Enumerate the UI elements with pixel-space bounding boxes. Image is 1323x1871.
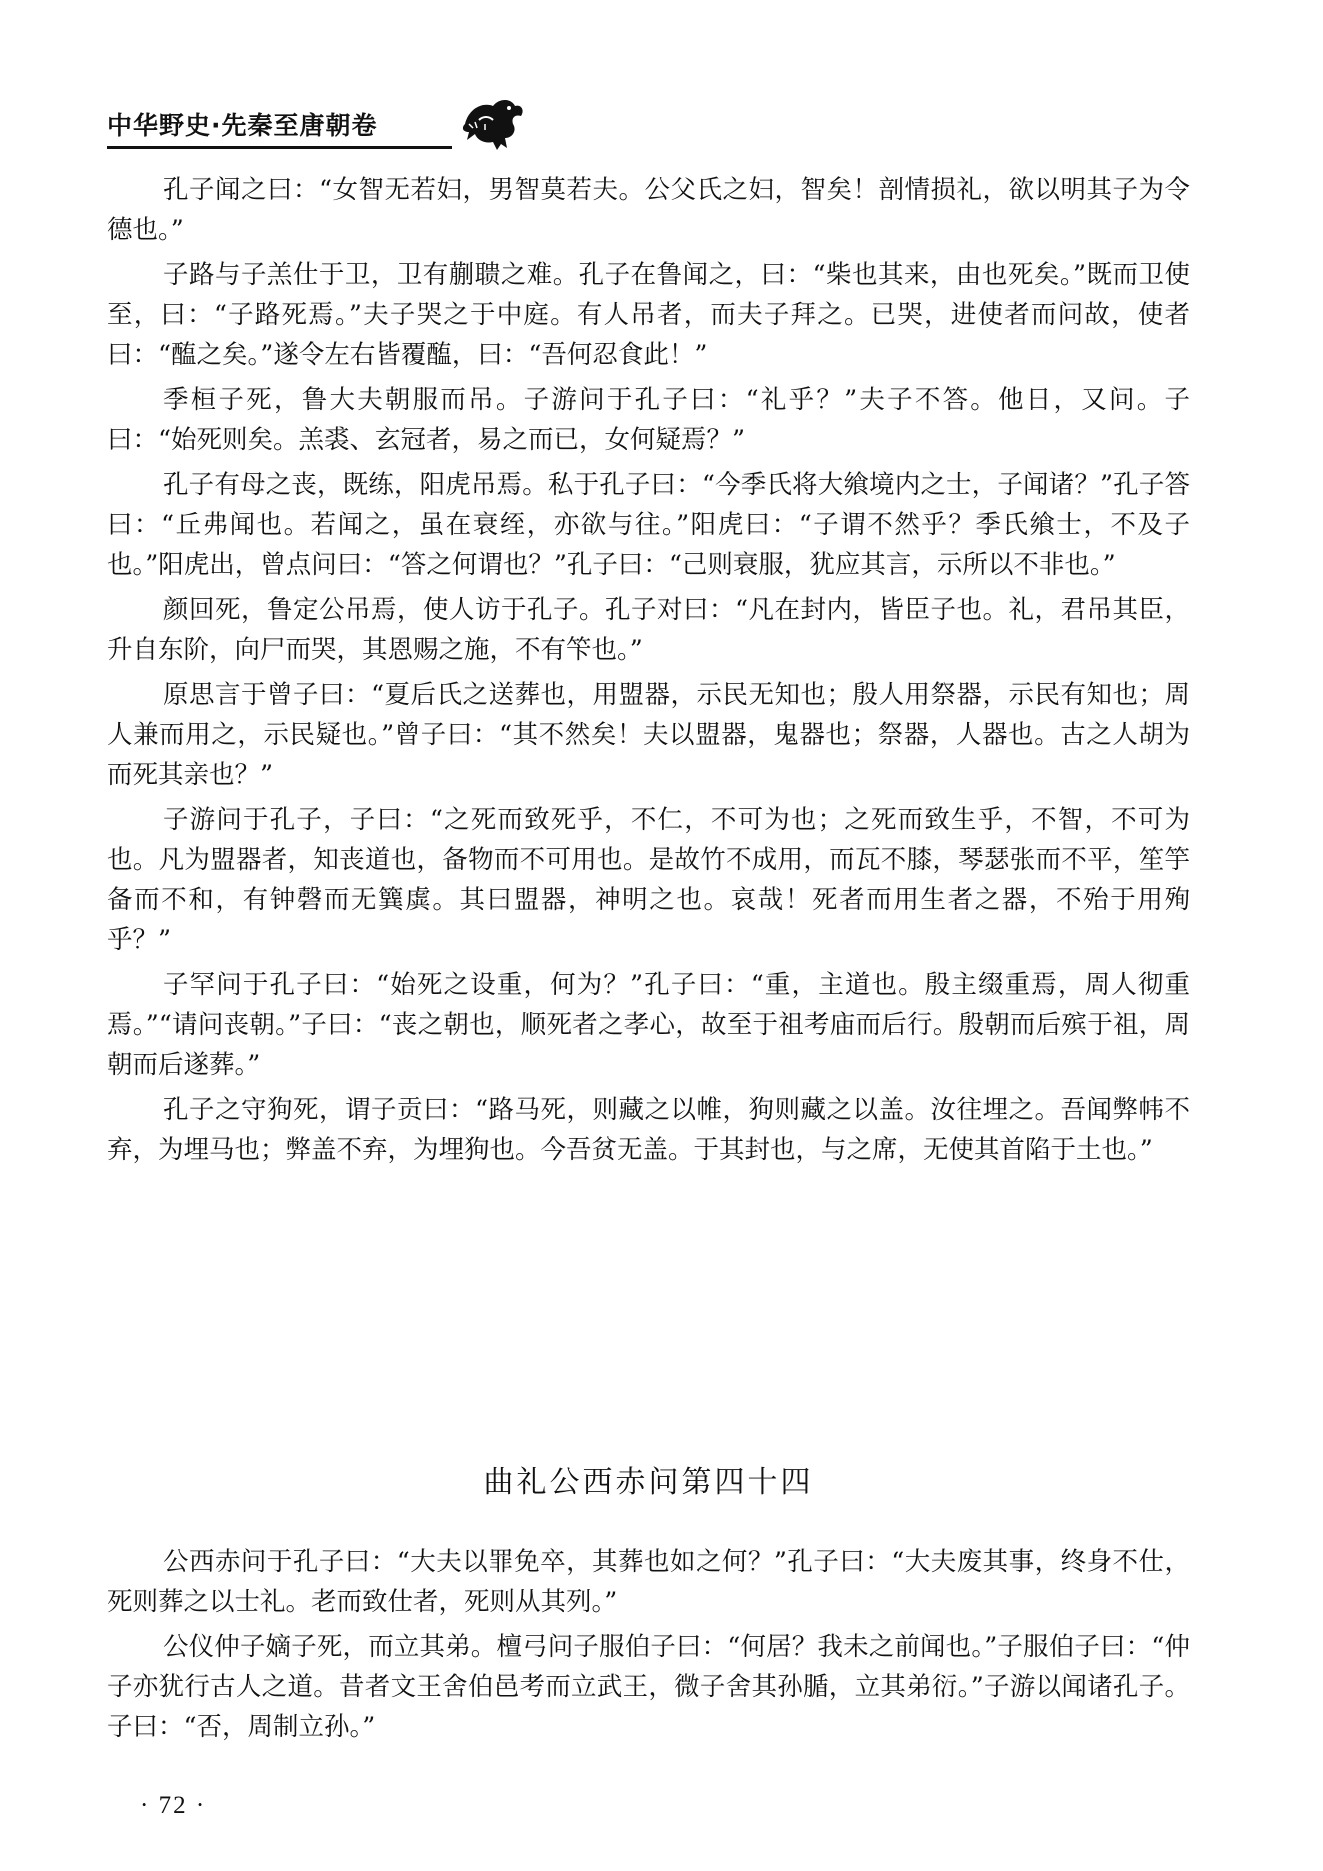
section-text <box>107 1542 1190 1752</box>
paragraph: 公西赤问于孔子曰：“大夫以罪免卒，其葬也如之何？”孔子曰：“大夫废其事，终身不仕，死则葬之以士礼。老而致仕者，死则从其列。” <box>107 1547 1190 1617</box>
paragraph: 公仪仲子嫡子死，而立其弟。檀弓问子服伯子曰：“何居？我未之前闻也。”子服伯子曰：“仲子亦犹行古人之道。昔者文王舍伯邑考而立武王，微子舍其孙腯，立其弟衍。”子游以闻诸孔子。子曰：“否，周制立孙。” <box>107 1632 1190 1742</box>
paragraph: 原思言于曾子曰：“夏后氏之送葬也，用盟器，示民无知也；殷人用祭器，示民有知也；周人兼而用之，示民疑也。”曾子曰：“其不然矣！夫以盟器，鬼器也；祭器，人器也。古之人胡为而死其亲也？” <box>107 680 1190 790</box>
paragraph: 孔子闻之曰：“女智无若妇，男智莫若夫。公父氏之妇，智矣！剖情损礼，欲以明其子为令德也。” <box>107 175 1190 245</box>
page-number: · 72 · <box>140 1792 207 1819</box>
paragraph: 季桓子死，鲁大夫朝服而吊。子游问于孔子曰：“礼乎？”夫子不答。他日，又问。子曰：“始死则矣。羔裘、玄冠者，易之而已，女何疑焉？” <box>107 385 1190 455</box>
paragraph: 颜回死，鲁定公吊焉，使人访于孔子。孔子对曰：“凡在封内，皆臣子也。礼，君吊其臣，升自东阶，向尸而哭，其恩赐之施，不有笇也。” <box>107 595 1190 665</box>
paragraph: 子罕问于孔子曰：“始死之设重，何为？”孔子曰：“重，主道也。殷主缀重焉，周人彻重焉。”“请问丧朝。”子曰：“丧之朝也，顺死者之孝心，故至于祖考庙而后行。殷朝而后殡于祖，周朝而后遂葬。” <box>107 970 1190 1080</box>
header-rule <box>107 146 452 149</box>
running-header <box>107 100 1217 160</box>
section-title: 曲礼公西赤问第四十四 <box>483 1465 814 1500</box>
main-text <box>107 170 1190 1175</box>
paragraph: 孔子有母之丧，既练，阳虎吊焉。私于孔子曰：“今季氏将大飨境内之士，子闻诸？”孔子答曰：“丘弗闻也。若闻之，虽在衰绖，亦欲与往。”阳虎曰：“子谓不然乎？季氏飨士，不及子也。”阳虎出，曾点问曰：“答之何谓也？”孔子曰：“己则衰服，犹应其言，示所以不非也。” <box>107 470 1190 580</box>
running-header-title: 中华野史·先秦至唐朝卷 <box>107 111 378 140</box>
paragraph: 子路与子羔仕于卫，卫有蒯聩之难。孔子在鲁闻之，曰：“柴也其来，由也死矣。”既而卫使至，曰：“子路死焉。”夫子哭之于中庭。有人吊者，而夫子拜之。已哭，进使者而问故，使者曰：“醢之矣。”遂令左右皆覆醢，曰：“吾何忍食此！” <box>107 260 1190 370</box>
dragon-icon <box>459 94 529 152</box>
paragraph: 子游问于孔子，子曰：“之死而致死乎，不仁，不可为也；之死而致生乎，不智，不可为也。凡为盟器者，知丧道也，备物而不可用也。是故竹不成用，而瓦不膝，琴瑟张而不平，笙竽备而不和，有钟磬而无簨虡。其曰盟器，神明之也。哀哉！死者而用生者之器，不殆于用殉乎？” <box>107 805 1190 955</box>
paragraph: 孔子之守狗死，谓子贡曰：“路马死，则藏之以帷，狗则藏之以盖。汝往埋之。吾闻弊帏不弃，为埋马也；弊盖不弃，为埋狗也。今吾贫无盖。于其封也，与之席，无使其首陷于土也。” <box>107 1095 1190 1165</box>
